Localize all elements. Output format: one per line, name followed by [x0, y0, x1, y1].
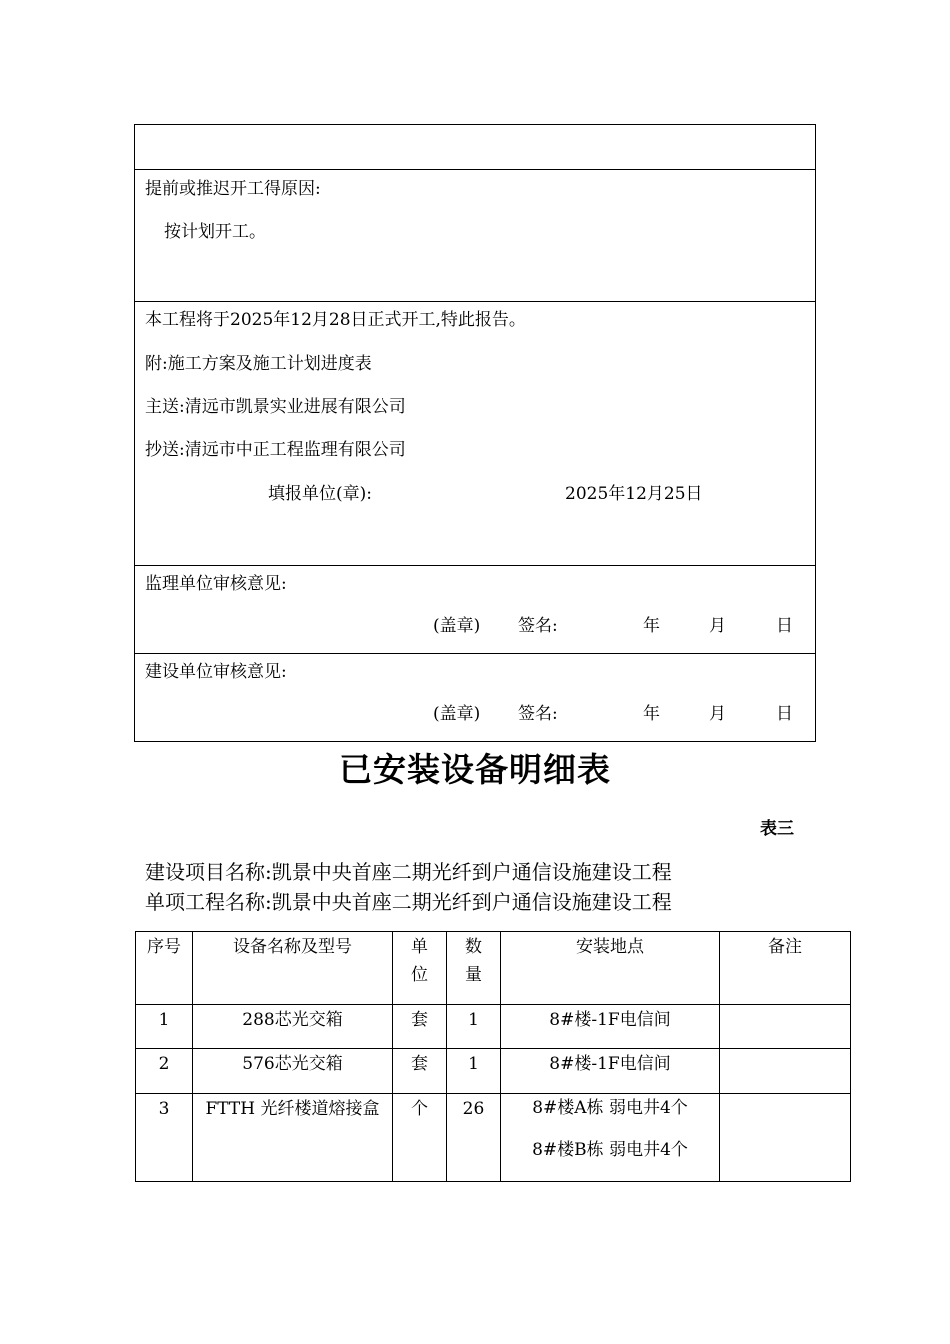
cell-unit: 套 [393, 1005, 447, 1049]
empty-row [135, 125, 815, 170]
header-unit-line2: 位 [411, 965, 428, 985]
supervision-seal: (盖章) [433, 616, 481, 636]
table-number: 表三 [760, 819, 794, 839]
construction-seal: (盖章) [433, 704, 481, 724]
cell-unit: 个 [393, 1094, 447, 1182]
header-unit-line1: 单 [411, 937, 428, 957]
cell-qty: 1 [447, 1049, 501, 1094]
reason-text: 按计划开工。 [164, 222, 266, 242]
cell-location [501, 1094, 720, 1182]
cell-name: FTTH 光纤楼道熔接盒 [193, 1094, 393, 1182]
cell-seq: 1 [136, 1005, 193, 1049]
cell-qty: 1 [447, 1005, 501, 1049]
construction-label: 建设单位审核意见: [145, 662, 287, 682]
supervision-label: 监理单位审核意见: [145, 574, 287, 594]
cell-remark [720, 1049, 851, 1094]
send-to-line: 主送:清远市凯景实业进展有限公司 [145, 397, 406, 417]
page-title: 已安装设备明细表 [339, 750, 611, 789]
header-unit [393, 932, 447, 1005]
reason-row [135, 170, 815, 302]
header-qty-line2: 量 [465, 965, 482, 985]
construction-year: 年 [643, 704, 660, 724]
header-seq: 序号 [136, 932, 193, 1005]
location-line: 8#楼B栋 弱电井4个 [532, 1140, 688, 1160]
table-row [136, 1005, 851, 1049]
filling-date: 2025年12月25日 [565, 484, 703, 504]
statement-row [135, 302, 815, 566]
construction-sign-label: 签名: [518, 704, 558, 724]
cell-name: 288芯光交箱 [193, 1005, 393, 1049]
equipment-table [135, 931, 851, 1182]
start-report-table [134, 124, 816, 742]
filling-unit-label: 填报单位(章): [268, 484, 372, 504]
cell-qty: 26 [447, 1094, 501, 1182]
supervision-month: 月 [709, 616, 726, 636]
cell-remark [720, 1094, 851, 1182]
start-statement: 本工程将于2025年12月28日正式开工,特此报告。 [145, 310, 526, 330]
cell-seq: 2 [136, 1049, 193, 1094]
construction-month: 月 [709, 704, 726, 724]
cell-name: 576芯光交箱 [193, 1049, 393, 1094]
supervision-sign-label: 签名: [518, 616, 558, 636]
construction-day: 日 [776, 704, 793, 724]
construction-row [135, 654, 815, 741]
cell-remark [720, 1005, 851, 1049]
header-qty [447, 932, 501, 1005]
supervision-row [135, 566, 815, 654]
table-header-row [136, 932, 851, 1005]
copy-to-line: 抄送:清远市中正工程监理有限公司 [145, 440, 406, 460]
project-name: 建设项目名称:凯景中央首座二期光纤到户通信设施建设工程 [145, 860, 672, 884]
cell-location: 8#楼-1F电信间 [501, 1005, 720, 1049]
location-line: 8#楼A栋 弱电井4个 [532, 1098, 688, 1118]
supervision-year: 年 [643, 616, 660, 636]
table-row [136, 1094, 851, 1182]
item-name: 单项工程名称:凯景中央首座二期光纤到户通信设施建设工程 [145, 890, 672, 914]
header-remark: 备注 [720, 932, 851, 1005]
header-name: 设备名称及型号 [193, 932, 393, 1005]
header-qty-line1: 数 [465, 937, 482, 957]
attachment-line: 附:施工方案及施工计划进度表 [145, 354, 372, 374]
cell-unit: 套 [393, 1049, 447, 1094]
supervision-day: 日 [776, 616, 793, 636]
table-row [136, 1049, 851, 1094]
cell-location: 8#楼-1F电信间 [501, 1049, 720, 1094]
reason-label: 提前或推迟开工得原因: [145, 179, 321, 199]
cell-seq: 3 [136, 1094, 193, 1182]
header-location: 安装地点 [501, 932, 720, 1005]
